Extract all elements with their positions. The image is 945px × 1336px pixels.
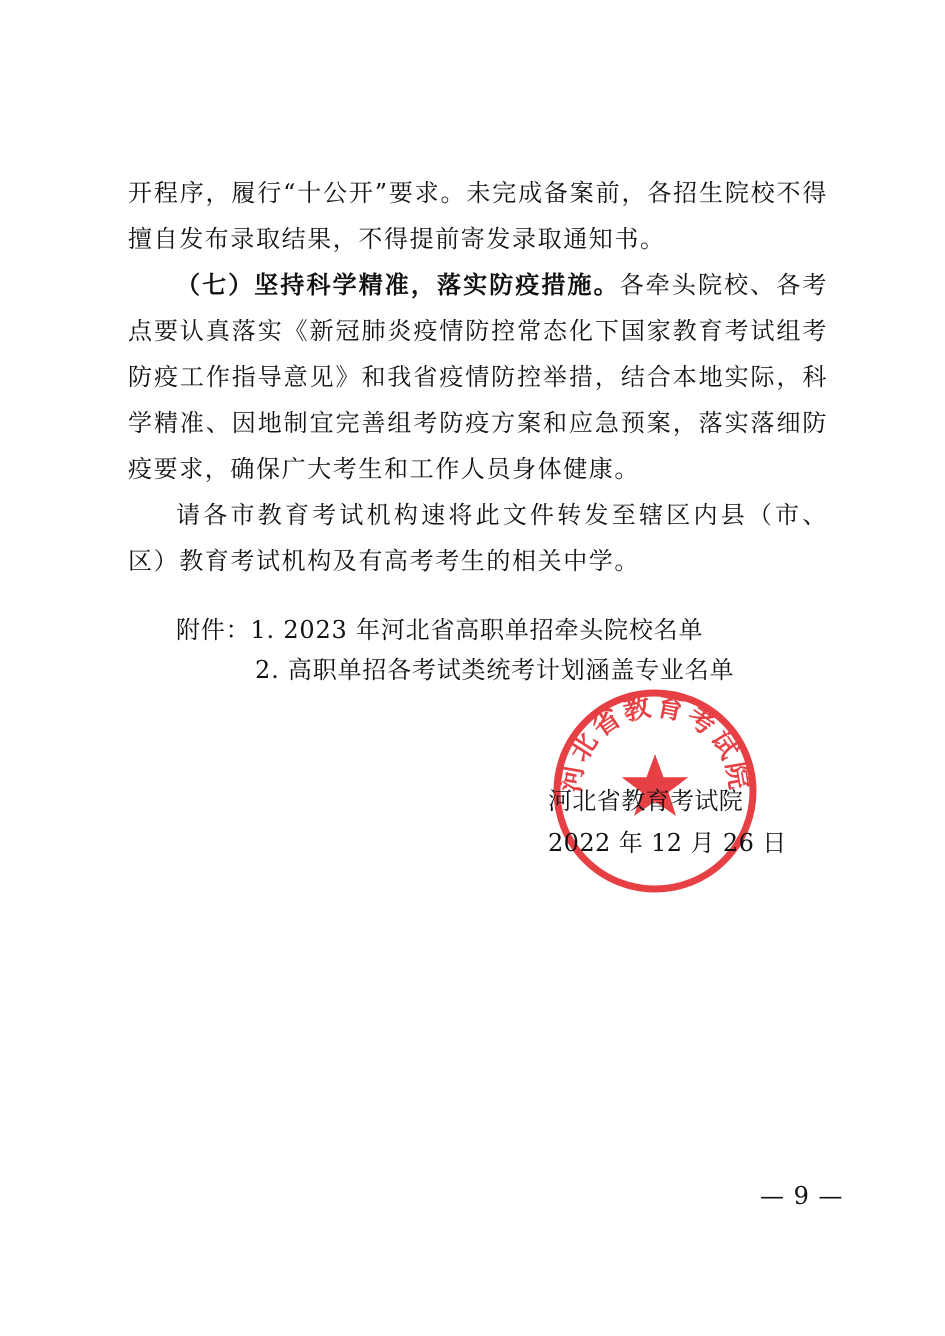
section-text: 各牵头院校、各考点要认真落实《新冠肺炎疫情防控常态化下国家教育考试组考防疫工作指导意见》和我省疫情防控举措，结合本地实际，科学精准、因地制宜完善组考防疫方案和应急预案，落实落细防疫要求，确保广大考生和工作人员身体健康。 <box>128 271 828 483</box>
page-number: — 9 — <box>760 1182 844 1210</box>
paragraph-section-seven <box>128 262 828 492</box>
paragraph-forwarding-request: 请各市教育考试机构速将此文件转发至辖区内县（市、区）教育考试机构及有高考考生的相关中学。 <box>128 501 828 575</box>
attachment-item <box>176 610 734 650</box>
attachment-item-2: 2. 高职单招各考试类统考计划涵盖专业名单 <box>255 656 735 684</box>
seal-text: 河北省教育考试院 <box>554 690 756 795</box>
paragraph-continuation: 开程序，履行“十公开”要求。未完成备案前，各招生院校不得擅自发布录取结果，不得提前寄发录取通知书。 <box>128 179 828 253</box>
signing-date: 2022 年 12 月 26 日 <box>548 829 787 857</box>
signature-block <box>548 780 787 864</box>
section-heading: （七）坚持科学精准，落实防疫措施。 <box>176 270 620 299</box>
signing-organization: 河北省教育考试院 <box>548 787 744 815</box>
attachment-item-1: 1. 2023 年河北省高职单招牵头院校名单 <box>250 616 704 644</box>
attachment-list <box>176 610 734 690</box>
document-body <box>128 170 828 584</box>
attachment-label: 附件： <box>176 616 251 644</box>
attachment-item <box>176 650 734 690</box>
